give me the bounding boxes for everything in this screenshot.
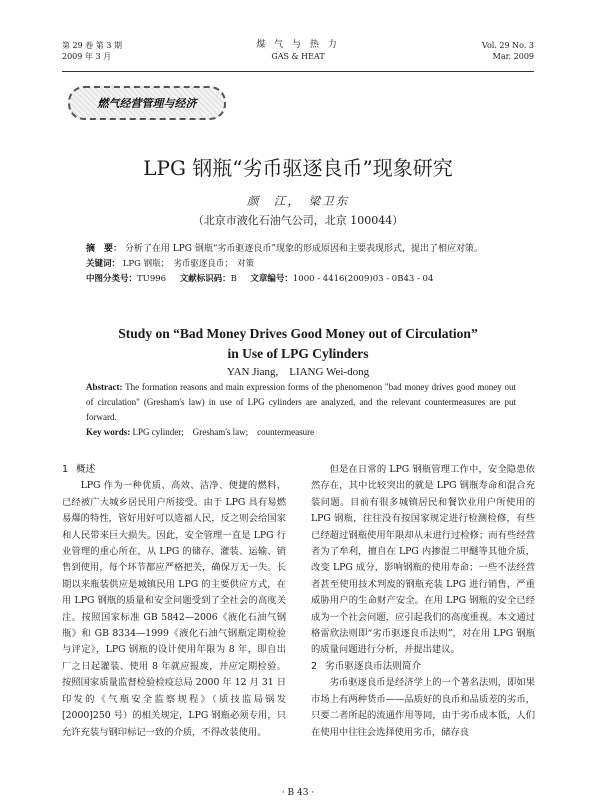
abstract-cn-label: 摘 要： xyxy=(86,244,123,254)
abstract-en-text: The formation reasons and main expression forms of the phenomenon "bad money drives good money out of circulation" (Gresham's law) in use of LPG cylinders are analyzed, and the relevant countermeasures are put forward. xyxy=(86,382,516,422)
section-heading-2 xyxy=(311,659,535,675)
classification-row xyxy=(86,272,516,287)
section-tag xyxy=(68,86,226,120)
header-right xyxy=(482,40,534,62)
article-id-value: 1000 - 4416(2009)03 - 0B43 - 04 xyxy=(292,274,434,284)
title-en-line1: Study on “Bad Money Drives Good Money out of Circulation” xyxy=(118,326,478,341)
section-number-1: 1 xyxy=(62,464,69,475)
affiliation-cn: （北京市液化石油气公司，北京 100044） xyxy=(192,214,404,227)
journal-name-cn: 煤 气 与 热 力 xyxy=(256,40,340,50)
doc-code-value: B xyxy=(230,274,237,284)
body-column-left xyxy=(62,462,286,741)
keywords-en: LPG cylinder; Gresham's law; countermeasure xyxy=(132,427,315,437)
abstract-en-body xyxy=(86,380,516,425)
title-en-line2: in Use of LPG Cylinders xyxy=(227,346,369,361)
section-number-2: 2 xyxy=(311,660,318,672)
authors-cn: 颜 江， 梁卫东 xyxy=(246,194,350,208)
article-id-label: 文章编号： xyxy=(250,274,293,284)
doc-code-label: 文献标识码： xyxy=(179,274,231,284)
abstract-en xyxy=(86,380,516,440)
running-header xyxy=(62,40,534,70)
header-divider xyxy=(62,71,534,72)
section-heading-1 xyxy=(62,462,286,478)
abstract-cn-text: 分析了在用 LPG 钢瓶“劣币驱逐良币”现象的形成原因和主要表现形式，提出了相应对策。 xyxy=(124,244,484,254)
date-en: Mar. 2009 xyxy=(492,52,534,61)
abstract-en-label: Abstract: xyxy=(86,382,123,392)
keywords-cn: LPG 钢瓶； 劣币驱逐良币； 对策 xyxy=(122,259,255,269)
journal-name-en: GAS & HEAT xyxy=(271,52,325,61)
clc-value: TU996 xyxy=(137,274,167,284)
paragraph-1: LPG 作为一种优质、高效、洁净、便捷的燃料，已经被广大城乡居民用户所接受。由于 LPG 具有易燃易爆的特性，管好用好可以造福人民，反之则会给国家和人民带来巨大损失。因此，安全管理一直是 LPG 行业管理的重心所在，从 LPG 的储存、灌装、运输、销售到使用，每个环节都应严格把关，确保万无一失。长期以来瓶装供应是城镇民用 LPG 的主要供应方式，在用 LPG 钢瓶的质量和安全问题受到了全社会的高度关注。按照国家标准 GB 5842—2006《液化石油气钢瓶》和 GB 8334—1999《液化石油气钢瓶定期检验与评定》，LPG 钢瓶的设计使用年限为 8 年，即自出厂之日起灌装、使用 8 年就应报废，并应定期检验。按照国家质量监督检验检疫总局 2000 年 12 月 31 日印发的《气瓶安全监察规程》（质技监局锅发[2000]250 号）的相关规定，LPG 钢瓶必须专用，只允许充装与钢印标记一致的介质，不得改装使用。 xyxy=(62,480,286,738)
keywords-cn-row xyxy=(86,257,516,272)
article-title-cn: LPG 钢瓶“劣币驱逐良币”现象研究 xyxy=(143,156,453,180)
article-title-en xyxy=(0,324,596,364)
keywords-cn-label: 关键词： xyxy=(86,259,121,269)
paragraph-2: 但是在日常的 LPG 钢瓶管理工作中，安全隐患依然存在，其中比较突出的就是 LPG 钢瓶寿命和混合充装问题。目前有很多城镇居民和餐饮业用户所使用的 LPG 钢瓶，往往没有按国家规定进行检测检修，有些已经超过钢瓶使用年限却从未进行过检修；而有些经营者为了牟利，擅自在 LPG 内掺混二甲醚等其他介质，改变 LPG 成分，影响钢瓶的使用寿命；一些不法经营者甚至使用技术判废的钢瓶充装 LPG 进行销售，严重威胁用户的生命财产安全。在用 LPG 钢瓶的安全已经成为一个社会问题，应引起我们的高度重视。本文通过格雷欣法则即“劣币驱逐良币法则”，对在用 LPG 钢瓶的质量问题进行分析，并提出建议。 xyxy=(311,464,535,656)
paragraph-3: 劣币驱逐良币是经济学上的一个著名法则，即如果市场上有两种货币——品质好的良币和品质差的劣币，只要二者所起的流通作用等同，由于劣币成本低，人们在使用中往往会选择使用劣币，储存良 xyxy=(311,677,535,738)
volume-en: Vol. 29 No. 3 xyxy=(481,41,534,50)
section-tag-label: 燃气经营管理与经济 xyxy=(97,97,197,110)
volume-cn: 第 29 卷 第 3 期 xyxy=(62,41,122,50)
keywords-en-label: Key words: xyxy=(86,427,131,437)
abstract-cn xyxy=(86,242,516,287)
keywords-en-row xyxy=(86,425,516,440)
body-column-right xyxy=(311,462,535,741)
date-cn: 2009 年 3 月 xyxy=(62,52,112,61)
section-title-2: 劣币驱逐良币法则简介 xyxy=(325,660,422,672)
clc-label: 中图分类号： xyxy=(86,274,138,284)
page-number: · B 43 · xyxy=(281,788,315,798)
abstract-cn-body xyxy=(86,242,516,257)
authors-en: YAN Jiang, LIANG Wei-dong xyxy=(226,366,370,378)
section-title-1: 概述 xyxy=(76,464,96,475)
header-center xyxy=(62,40,534,62)
